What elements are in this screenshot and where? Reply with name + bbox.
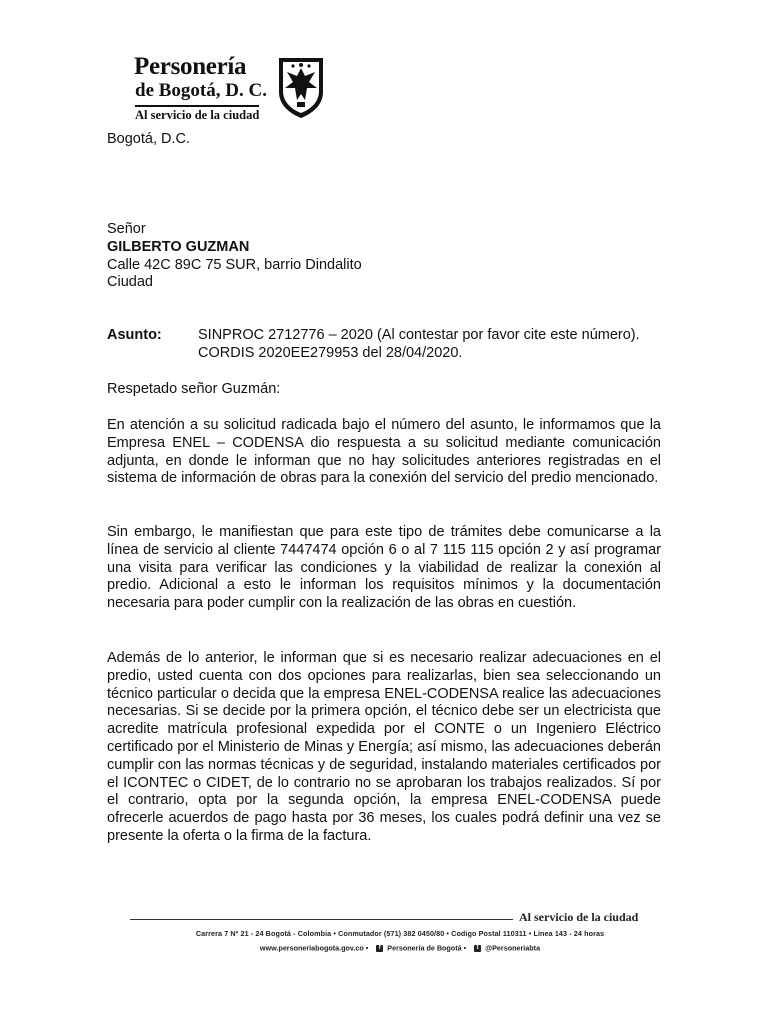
footer-separator-2: • — [463, 943, 467, 953]
facebook-icon: f — [376, 945, 383, 952]
footer-address: Carrera 7 Nº 21 - 24 Bogotá - Colombia • Conmutador (571) 382 0450/80 • Codigo Postal 110311 • Línea 143 - 24 horas — [195, 929, 605, 938]
footer-separator-1: • — [365, 943, 369, 953]
recipient-block — [107, 221, 661, 292]
footer-website[interactable]: www.personeriabogota.gov.co — [259, 943, 364, 953]
footer-divider — [130, 919, 513, 920]
subject-line-2: CORDIS 2020EE279953 del 28/04/2020. — [198, 344, 463, 361]
recipient-address: Calle 42C 89C 75 SUR, barrio Dindalito — [107, 256, 362, 273]
coat-of-arms-icon — [275, 54, 327, 120]
city-line: Bogotá, D.C. — [107, 131, 191, 147]
footer-tagline: Al servicio de la ciudad — [519, 910, 639, 924]
recipient-salutation: Señor — [107, 221, 146, 237]
body-paragraph-3: Además de lo anterior, le informan que si es necesario realizar adecuaciones en el predio, usted cuenta con dos opciones para realizarlas, bien sea seleccionando un técnico particular o decida que la empresa ENEL-CODENSA realice las adecuaciones necesarias. Si se decide por la primera opción, el técnico debe ser un electricista que acredite matrícula profesional expedida por el CONTE o un Ingeniero Eléctrico certificado por el Ministerio de Minas y Energía; así mismo, las adecuaciones deberán cumplir con las normas técnicas y de seguridad, instalando materiales certificados por el ICONTEC o CIDET, de lo contrario no se aprobaran los trabajos realizados. Sí por el contrario, opta por la segunda opción, la empresa ENEL-CODENSA puede ofrecerle acuerdos de pago hasta por 36 meses, los cuales podrá definir una vez se presente la oferta o la firma de la factura. — [107, 650, 661, 844]
subject-label: Asunto: — [107, 327, 162, 343]
twitter-icon: t — [474, 945, 481, 952]
recipient-name: GILBERTO GUZMAN — [107, 238, 250, 255]
letterhead-name: Personería — [134, 53, 247, 80]
footer-twitter[interactable]: @Personeriabta — [485, 943, 541, 953]
body-paragraph-2: Sin embargo, le manifiestan que para este tipo de trámites debe comunicarse a la línea de servicio al cliente 7447474 opción 6 o al 7 115 115 opción 2 y así programar una visita para verificar las condiciones y la viabilidad de realizar la conexión al predio. Adicional a esto le informan los requisitos mínimos y la documentación necesaria para poder cumplir con la realización de las obras en cuestión. — [107, 524, 661, 612]
footer-links — [130, 943, 670, 953]
letterhead-subtitle: de Bogotá, D. C. — [135, 80, 267, 101]
body-paragraph-1: En atención a su solicitud radicada bajo el número del asunto, le informamos que la Empresa ENEL – CODENSA dio respuesta a su solicitud mediante comunicación adjunta, en donde le informan que no hay solicitudes anteriores registradas en el sistema de información de obras para la conexión del servicio del predio mencionado. — [107, 417, 661, 487]
recipient-locality: Ciudad — [107, 274, 153, 291]
letterhead-tagline: Al servicio de la ciudad — [135, 105, 259, 122]
greeting: Respetado señor Guzmán: — [107, 381, 281, 397]
subject-line-1: SINPROC 2712776 – 2020 (Al contestar por favor cite este número). — [198, 327, 640, 343]
footer-facebook[interactable]: Personería de Bogotá — [387, 943, 462, 953]
subject-value — [198, 327, 668, 363]
